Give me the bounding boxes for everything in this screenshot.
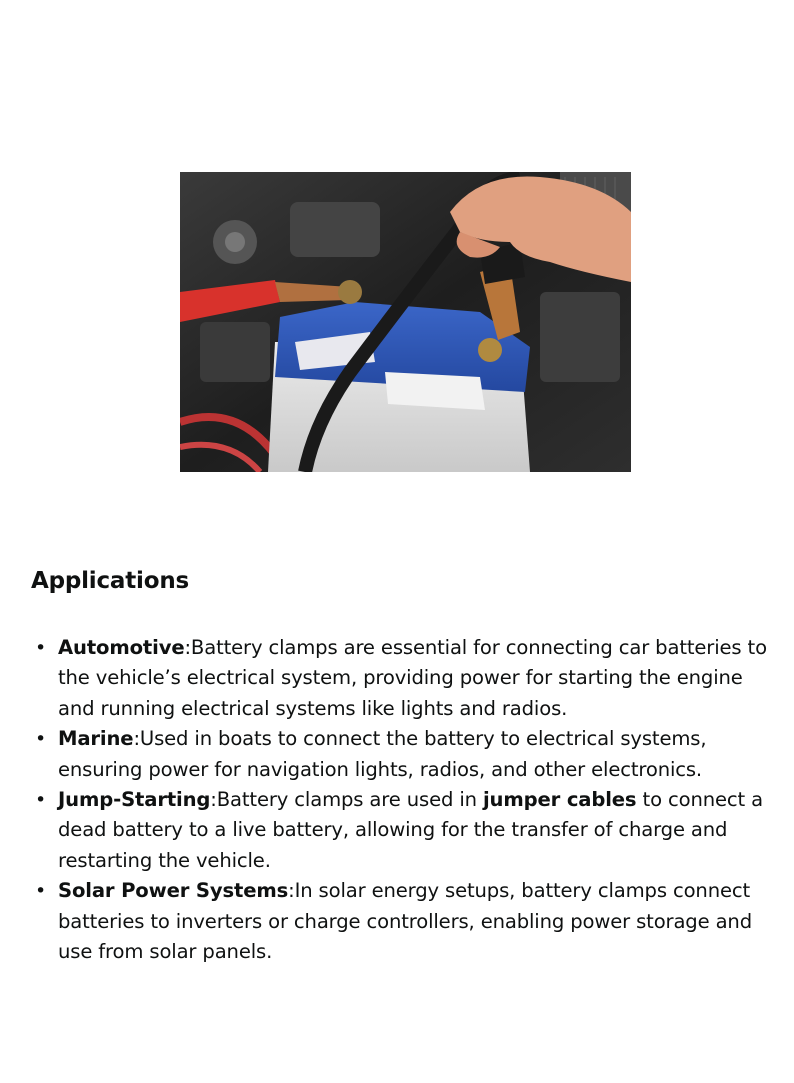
bullet-icon: • xyxy=(35,880,47,903)
section-heading: Applications xyxy=(31,568,189,594)
list-item xyxy=(31,633,776,724)
applications-list xyxy=(31,633,776,967)
list-item xyxy=(31,724,776,785)
item-text: :Battery clamps are essential for connecting car batteries to the vehicle’s electrical system, providing power for starting the engine and running electrical systems like lights and radios. xyxy=(58,636,767,720)
list-item xyxy=(31,876,776,967)
bullet-icon: • xyxy=(35,728,47,751)
item-text: :Battery clamps are used in xyxy=(210,788,483,812)
item-term: Marine xyxy=(58,727,134,751)
item-text: to connect a dead battery to a live battery, allowing for the transfer of charge and restarting the vehicle. xyxy=(58,788,763,872)
battery-jump-start-photo xyxy=(180,172,631,472)
item-emphasis: jumper cables xyxy=(482,788,637,812)
item-text: :Used in boats to connect the battery to electrical systems, ensuring power for navigation lights, radios, and other electronics. xyxy=(58,727,707,781)
bullet-icon: • xyxy=(35,637,47,659)
item-term: Solar Power Systems xyxy=(58,879,289,903)
item-term: Automotive xyxy=(58,636,185,659)
bullet-icon: • xyxy=(35,789,47,812)
item-text: :In solar energy setups, battery clamps connect batteries to inverters or charge controllers, enabling power storage and use from solar panels. xyxy=(58,879,752,964)
list-item xyxy=(31,785,776,876)
item-term: Jump-Starting xyxy=(58,788,211,812)
